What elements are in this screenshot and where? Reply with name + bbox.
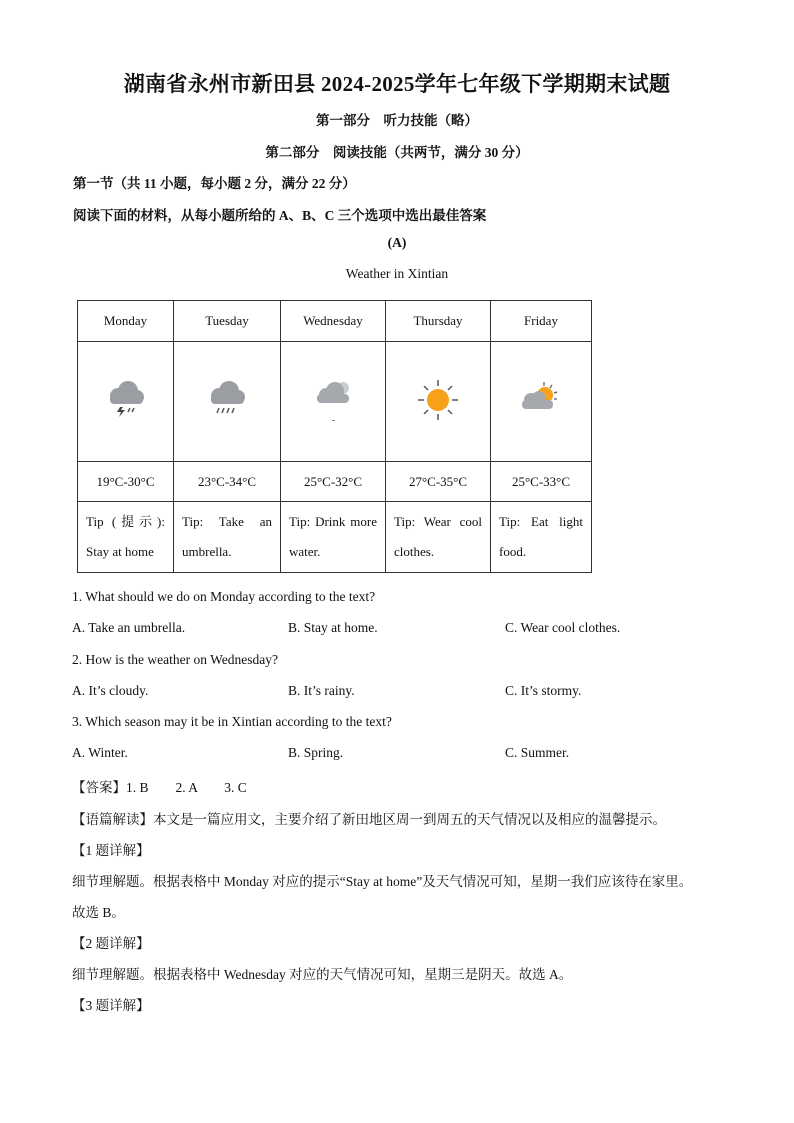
tip-cell: Tip (提示): Stay at home	[86, 514, 165, 559]
detail-1-conclusion: 故选 B。	[72, 905, 125, 920]
part2-heading: 第二部分 阅读技能（共两节，满分 30 分）	[265, 145, 529, 160]
page-title: 湖南省永州市新田县 2024-2025学年七年级下学期期末试题	[123, 72, 671, 96]
passage-label: (A)	[387, 235, 407, 250]
option-c[interactable]: C. Summer.	[505, 745, 570, 760]
tip-cell: Tip: Take an umbrella.	[182, 514, 272, 559]
instruction: 阅读下面的材料，从每小题所给的 A、B、C 三个选项中选出最佳答案	[73, 208, 487, 223]
tip-cell: Tip: Wear cool clothes.	[394, 514, 482, 559]
question-2: 2. How is the weather on Wednesday?	[72, 652, 278, 667]
option-b[interactable]: B. It’s rainy.	[288, 683, 355, 698]
section1-heading: 第一节（共 11 小题，每小题 2 分，满分 22 分）	[73, 176, 356, 191]
temp-cell: 25°C-32°C	[281, 462, 386, 502]
detail-1-text: 细节理解题。根据表格中 Monday 对应的提示“Stay at home”及天气情况可知，星期一我们应该待在家里。	[72, 874, 693, 889]
detail-1-heading: 【1 题详解】	[72, 843, 150, 858]
table-icon-row	[78, 342, 592, 462]
tip-cell: Tip: Eat light food.	[499, 514, 583, 559]
thunderstorm-icon	[104, 380, 148, 420]
analysis-line: 【语篇解读】本文是一篇应用文，主要介绍了新田地区周一到周五的天气情况以及相应的温馨提示。	[72, 812, 666, 827]
question-3: 3. Which season may it be in Xintian according to the text?	[72, 714, 392, 729]
sunny-icon	[416, 378, 460, 422]
tip-cell: Tip: Drink more water.	[289, 514, 377, 559]
detail-2-text: 细节理解题。根据表格中 Wednesday 对应的天气情况可知，星期三是阴天。故选 A。	[72, 967, 573, 982]
temp-cell: 27°C-35°C	[386, 462, 491, 502]
partly-sunny-icon	[519, 380, 563, 420]
option-a[interactable]: A. It’s cloudy.	[72, 683, 149, 698]
table-temp-row	[78, 462, 592, 502]
cloudy-icon	[311, 376, 355, 424]
day-cell: Tuesday	[174, 301, 281, 342]
detail-2-heading: 【2 题详解】	[72, 936, 150, 951]
day-cell: Thursday	[386, 301, 491, 342]
question-1: 1. What should we do on Monday according to the text?	[72, 589, 376, 604]
option-c[interactable]: C. It’s stormy.	[505, 683, 582, 698]
option-b[interactable]: B. Spring.	[288, 745, 344, 760]
detail-3-heading: 【3 题详解】	[72, 998, 150, 1013]
answer-line: 【答案】1. B 2. A 3. C	[72, 780, 247, 795]
weather-table	[77, 300, 592, 573]
temp-cell: 19°C-30°C	[78, 462, 174, 502]
table-tip-row	[78, 502, 592, 573]
day-cell: Wednesday	[281, 301, 386, 342]
option-c[interactable]: C. Wear cool clothes.	[505, 620, 621, 635]
passage-title: Weather in Xintian	[345, 266, 449, 281]
option-a[interactable]: A. Take an umbrella.	[72, 620, 186, 635]
table-header-row	[78, 301, 592, 342]
temp-cell: 25°C-33°C	[491, 462, 592, 502]
option-b[interactable]: B. Stay at home.	[288, 620, 378, 635]
option-a[interactable]: A. Winter.	[72, 745, 128, 760]
temp-cell: 23°C-34°C	[174, 462, 281, 502]
part1-heading: 第一部分 听力技能（略）	[316, 113, 478, 128]
day-cell: Monday	[78, 301, 174, 342]
day-cell: Friday	[491, 301, 592, 342]
rain-icon	[205, 380, 249, 420]
